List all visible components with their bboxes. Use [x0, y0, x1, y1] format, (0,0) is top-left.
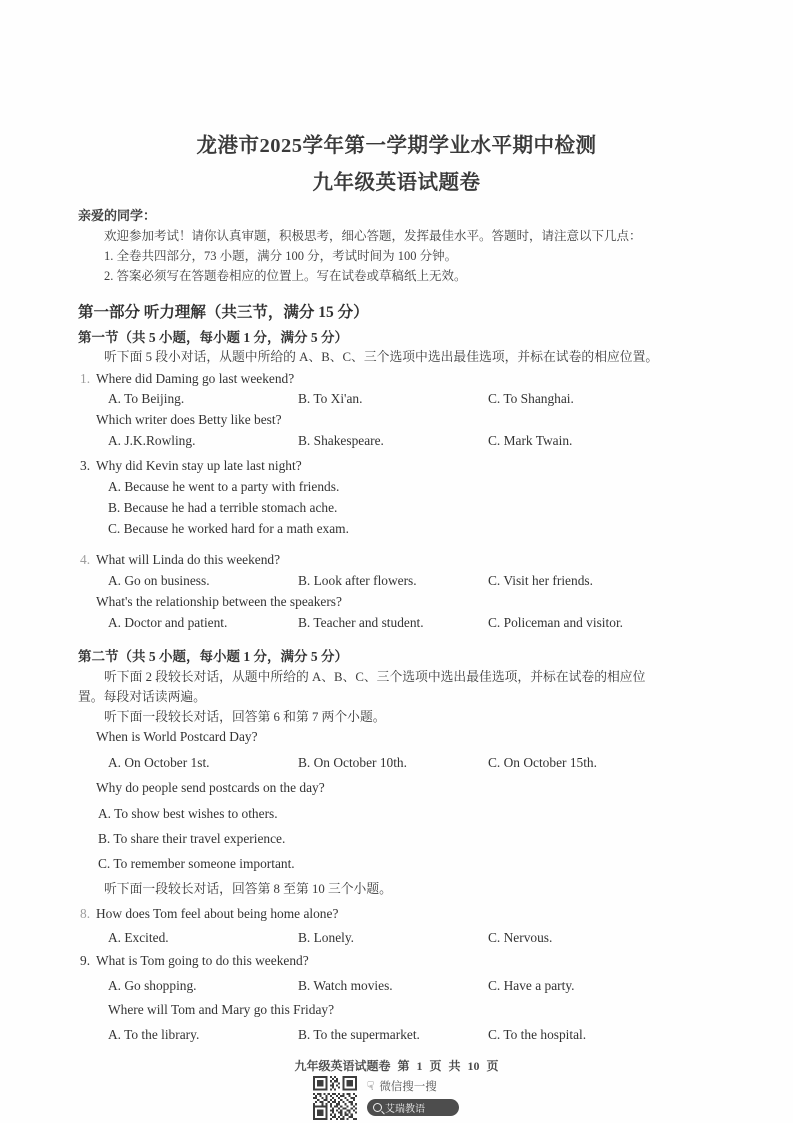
option-a[interactable]: A. To the library. [108, 1027, 200, 1042]
intro-note-2: 2. 答案必须写在答题卷相应的位置上。写在试卷或草稿纸上无效。 [104, 269, 467, 283]
question-4-options [80, 573, 720, 592]
part-1-heading: 第一部分 听力理解（共三节，满分 15 分） [78, 304, 369, 321]
question-7 [80, 780, 720, 796]
question-10-options [80, 1027, 720, 1046]
option-a[interactable]: A. Go shopping. [108, 978, 197, 993]
question-9-options [80, 978, 720, 997]
option-b[interactable]: B. Look after flowers. [298, 573, 417, 588]
footer-page-number: 1 [416, 1059, 423, 1073]
page-title: 龙港市2025学年第一学期学业水平期中检测 [196, 135, 597, 157]
option-b[interactable]: B. On October 10th. [298, 755, 407, 770]
question-1-options [80, 391, 720, 410]
intro-greeting: 亲爱的同学： [78, 208, 157, 223]
question-2 [80, 412, 720, 428]
question-6-options [80, 755, 720, 774]
question-8 [80, 906, 720, 922]
question-2-stem: Which writer does Betty like best? [96, 412, 282, 427]
question-2-options [80, 433, 720, 452]
section-2-instruction: 听下面 2 段较长对话，从题中所给的 A、B、C、三个选项中选出最佳选项，并标在试卷的相应位 [104, 670, 646, 684]
question-8-stem: 8. How does Tom feel about being home alone? [80, 906, 339, 921]
question-7-stem: Why do people send postcards on the day? [96, 780, 325, 795]
question-7-option-b[interactable]: B. To share their travel experience. [98, 831, 286, 846]
dialogue-2-lead: 听下面一段较长对话，回答第 8 至第 10 三个小题。 [104, 882, 392, 896]
option-a[interactable]: A. To Beijing. [108, 391, 185, 406]
option-a[interactable]: A. Doctor and patient. [108, 615, 228, 630]
question-9-stem: 9. What is Tom going to do this weekend? [80, 953, 309, 968]
option-b[interactable]: B. Shakespeare. [298, 433, 384, 448]
question-5-stem: What's the relationship between the speakers? [96, 594, 342, 609]
question-5-options [80, 615, 720, 634]
option-b[interactable]: B. Watch movies. [298, 978, 393, 993]
option-b[interactable]: B. To Xi'an. [298, 391, 363, 406]
question-3-option-b[interactable]: B. Because he had a terrible stomach ache. [108, 500, 338, 515]
footer-page-suffix: 页 [486, 1059, 499, 1073]
question-6 [80, 729, 720, 745]
option-c[interactable]: C. Nervous. [488, 930, 553, 945]
question-1-stem: 1. Where did Daming go last weekend? [80, 371, 295, 386]
page-footer [0, 1057, 793, 1074]
option-b[interactable]: B. Teacher and student. [298, 615, 424, 630]
option-c[interactable]: C. Policeman and visitor. [488, 615, 624, 630]
question-8-options [80, 930, 720, 949]
footer-total-pages: 10 [467, 1059, 480, 1073]
intro-block [78, 206, 718, 286]
watermark-search-row [367, 1076, 483, 1096]
pointing-hand-icon: ☟ [367, 1079, 375, 1093]
watermark-text-group [367, 1076, 483, 1116]
question-9 [80, 953, 720, 969]
question-10 [92, 1002, 732, 1018]
footer-page-mid: 页 [429, 1059, 442, 1073]
question-4-stem: 4. What will Linda do this weekend? [80, 552, 281, 567]
intro-welcome: 欢迎参加考试！请你认真审题，积极思考，细心答题，发挥最佳水平。答题时，请注意以下几点： [104, 229, 642, 243]
question-7-option-c[interactable]: C. To remember someone important. [98, 856, 295, 871]
question-3-option-a[interactable]: A. Because he went to a party with friends. [108, 479, 340, 494]
question-6-stem: When is World Postcard Day? [96, 729, 258, 744]
dialogue-1-lead: 听下面一段较长对话，回答第 6 和第 7 两个小题。 [104, 710, 386, 724]
option-a[interactable]: A. On October 1st. [108, 755, 210, 770]
question-4 [80, 552, 720, 568]
section-2-instruction-cont: 置。每段对话读两遍。 [78, 690, 206, 704]
option-c[interactable]: C. Visit her friends. [488, 573, 593, 588]
option-a[interactable]: A. J.K.Rowling. [108, 433, 196, 448]
option-b[interactable]: B. Lonely. [298, 930, 355, 945]
page-subtitle: 九年级英语试题卷 [312, 172, 481, 194]
option-c[interactable]: C. On October 15th. [488, 755, 597, 770]
option-c[interactable]: C. To Shanghai. [488, 391, 574, 406]
footer-subject: 九年级英语试题卷 [294, 1059, 391, 1073]
intro-note-1: 1. 全卷共四部分，73 小题，满分 100 分，考试时间为 100 分钟。 [104, 249, 458, 263]
question-3-stem: 3. Why did Kevin stay up late last night? [80, 458, 302, 473]
option-b[interactable]: B. To the supermarket. [298, 1027, 420, 1042]
question-10-stem: Where will Tom and Mary go this Friday? [108, 1002, 335, 1017]
footer-total-label: 共 [448, 1059, 461, 1073]
question-7-option-a[interactable]: A. To show best wishes to others. [98, 806, 278, 821]
question-5 [80, 594, 720, 610]
watermark-pill-label: 艾瑞教语 [385, 1104, 425, 1115]
option-c[interactable]: C. To the hospital. [488, 1027, 587, 1042]
footer-page-prefix: 第 [397, 1059, 410, 1073]
watermark [313, 1076, 483, 1122]
question-3-option-c[interactable]: C. Because he worked hard for a math exam. [108, 521, 349, 536]
option-a[interactable]: A. Excited. [108, 930, 169, 945]
qr-code-icon [313, 1076, 357, 1120]
section-1-heading: 第一节（共 5 小题，每小题 1 分，满分 5 分） [78, 330, 348, 345]
option-a[interactable]: A. Go on business. [108, 573, 210, 588]
option-c[interactable]: C. Mark Twain. [488, 433, 573, 448]
watermark-search-pill[interactable] [367, 1099, 459, 1116]
question-3 [80, 458, 720, 474]
search-icon [373, 1103, 382, 1112]
question-1 [80, 371, 720, 387]
section-2-heading: 第二节（共 5 小题，每小题 1 分，满分 5 分） [78, 649, 348, 664]
option-c[interactable]: C. Have a party. [488, 978, 575, 993]
watermark-search-label: 微信搜一搜 [379, 1079, 437, 1093]
section-1-instruction: 听下面 5 段小对话，从题中所给的 A、B、C、三个选项中选出最佳选项，并标在试卷的相应位置。 [104, 350, 659, 364]
